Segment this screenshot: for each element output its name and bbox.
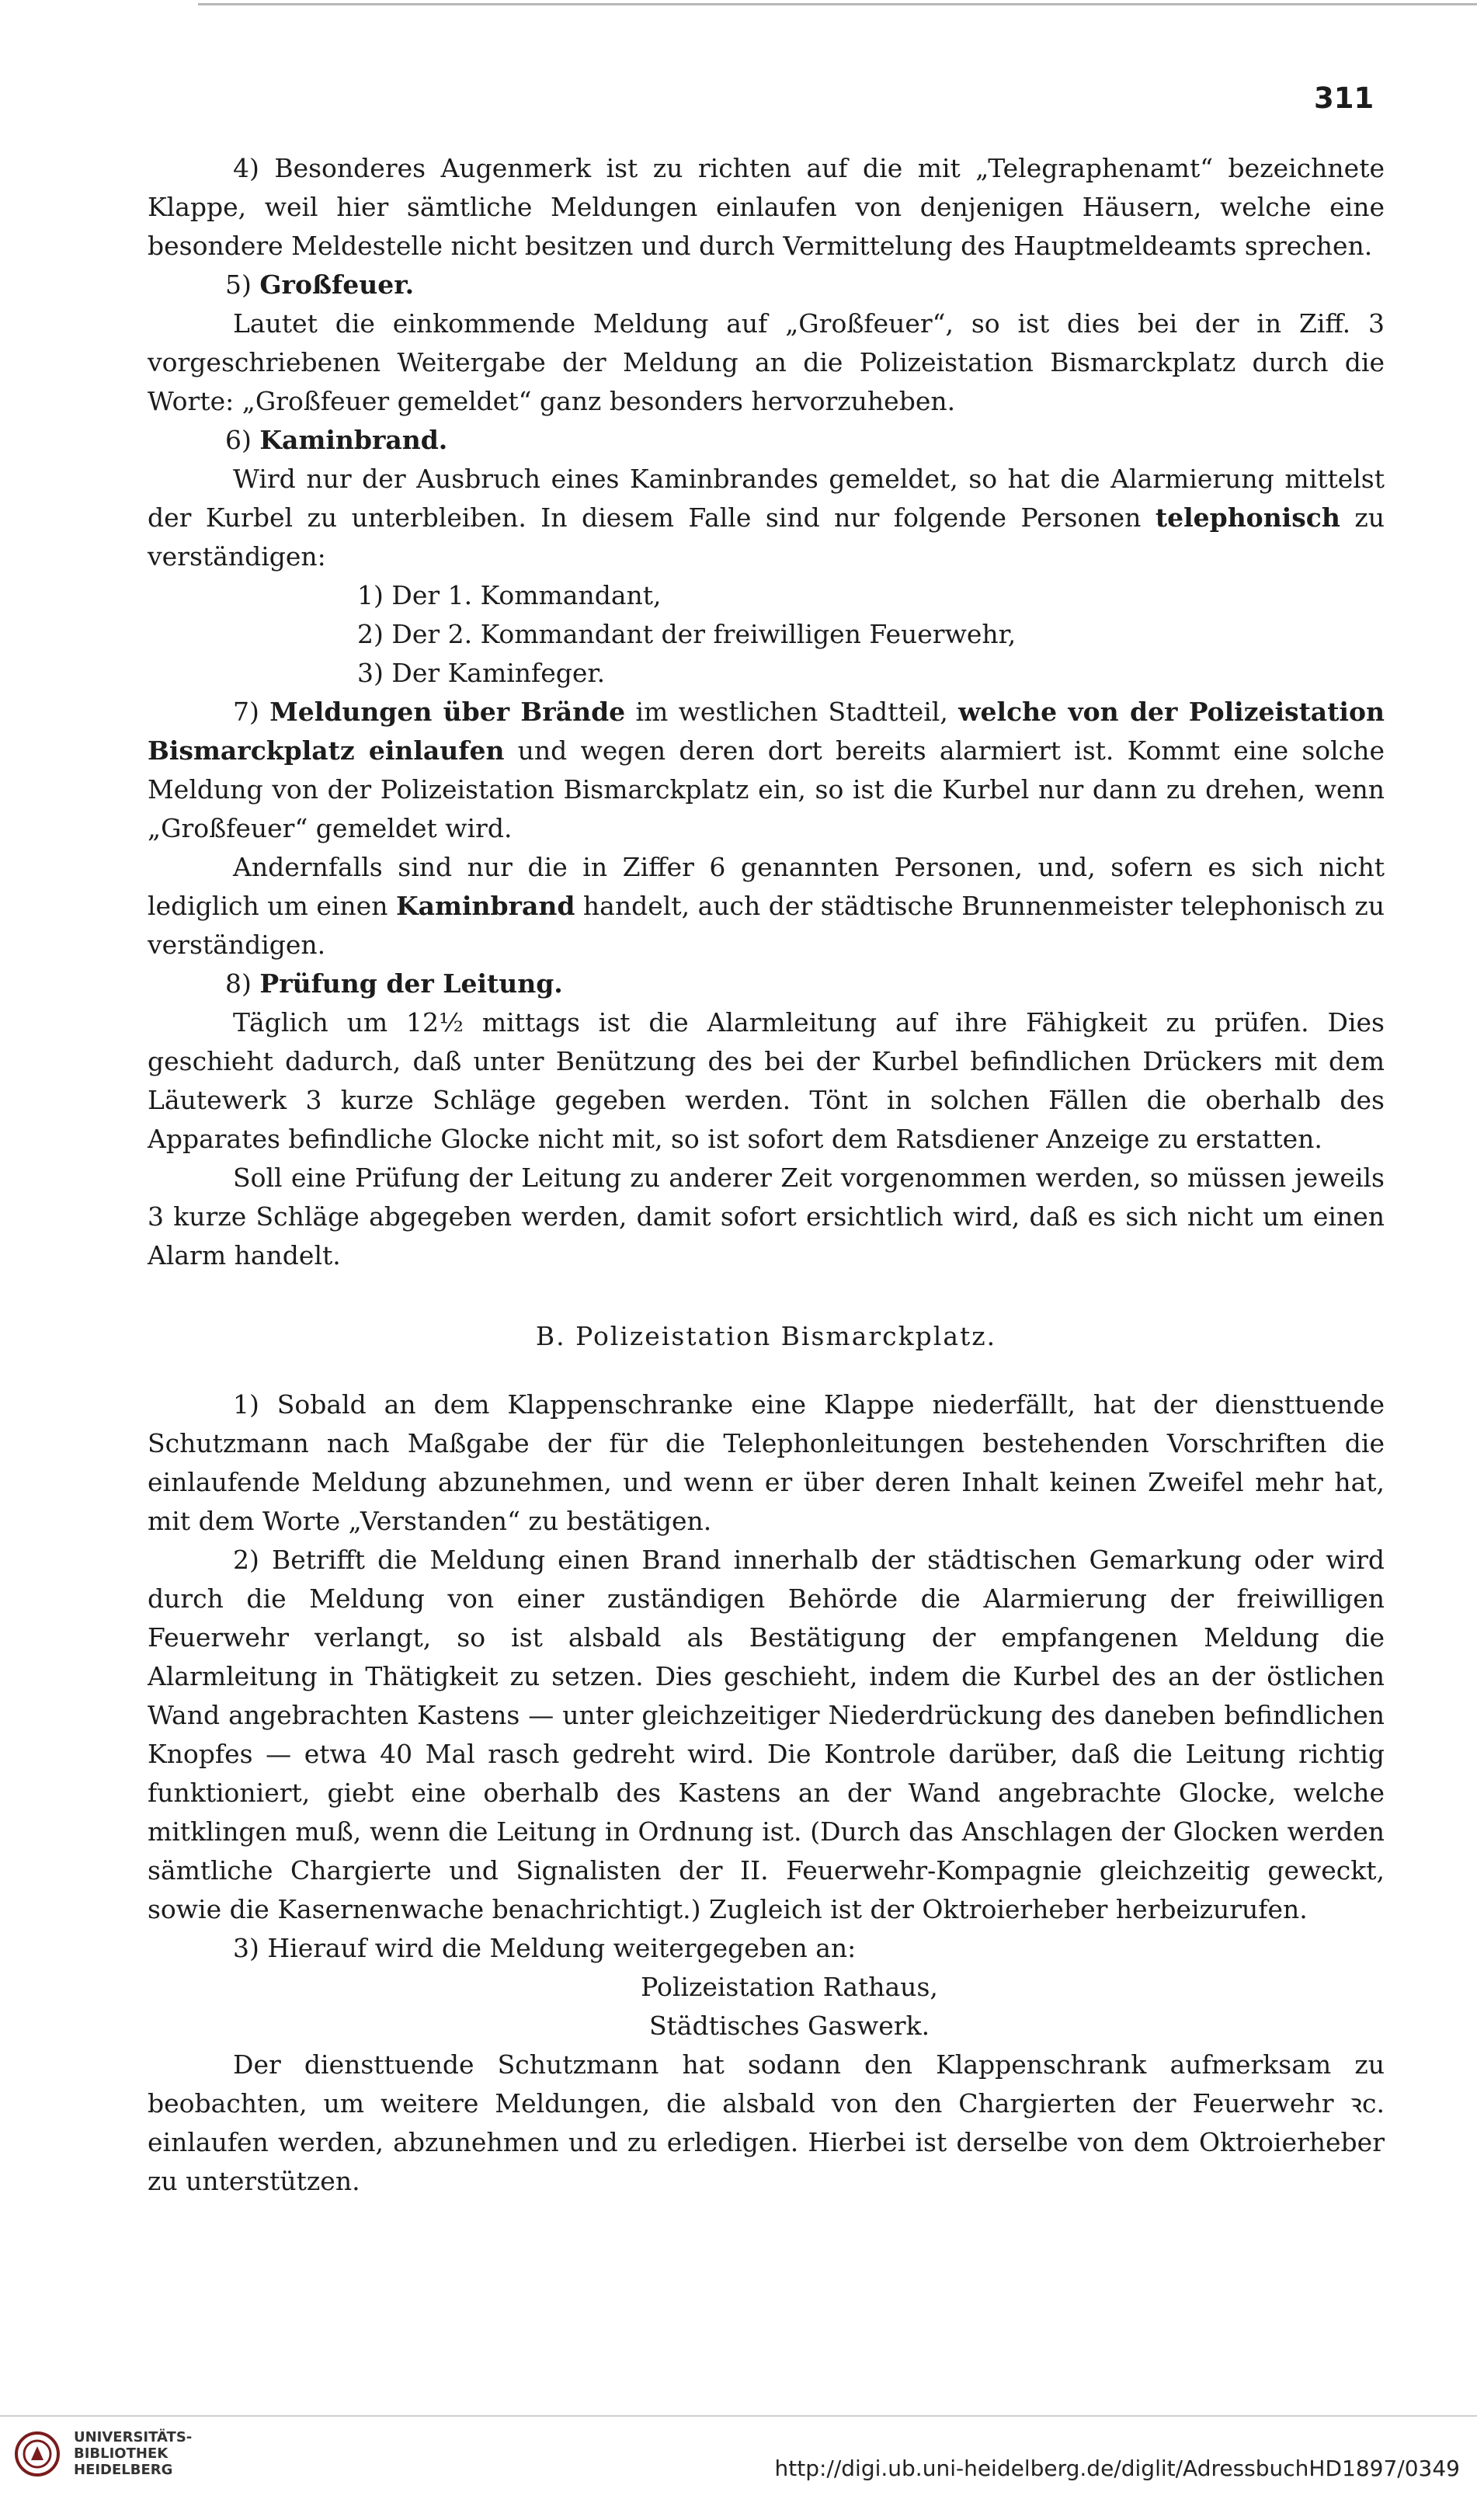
heading-5-number: 5)	[225, 269, 252, 300]
list-item: Polizeistation Rathaus,	[641, 1972, 938, 2002]
paragraph-6-bold: telephonisch	[1155, 502, 1340, 533]
list-item: 1) Der 1. Kommandant,	[357, 580, 662, 610]
university-seal-icon	[14, 2431, 61, 2477]
heading-8-title: Prüfung der Leitung.	[259, 968, 563, 999]
section-b-title: B. Polizeistation Bismarckplatz.	[535, 1321, 997, 1351]
heading-6-title: Kaminbrand.	[259, 425, 448, 455]
list-6	[148, 576, 1385, 693]
section-b-paragraph-3: 3) Hierauf wird die Meldung weitergegeben an:	[233, 1933, 857, 1963]
paragraph-7c-text-b: handelt, auch der städtische Brunnenmeister telephonisch zu verständigen.	[148, 891, 1385, 960]
document-body	[148, 149, 1385, 2201]
paragraph-8-continued: Soll eine Prüfung der Leitung zu anderer Zeit vorgenommen werden, so müssen jeweils 3 kurze Schläge abgegeben werden, damit sofort ersichtlich wird, daß es sich nicht um einen Alarm handelt.	[148, 1163, 1385, 1270]
list-item: 3) Der Kaminfeger.	[357, 658, 606, 688]
heading-8-number: 8)	[225, 968, 252, 999]
paragraph-7-number: 7)	[233, 697, 270, 727]
paragraph-7	[148, 693, 1385, 848]
heading-6	[148, 421, 1385, 460]
paragraph-5: Lautet die einkommende Meldung auf „Großfeuer“, so ist dies bei der in Ziff. 3 vorgeschriebenen Weitergabe der Meldung an die Polizeistation Bismarckplatz durch die Worte: „Großfeuer gemeldet“ ganz besonders hervorzuheben.	[148, 308, 1385, 416]
heading-5-title: Großfeuer.	[259, 269, 415, 300]
paragraph-7-text-b: und wegen deren dort bereits alarmiert ist. Kommt eine solche Meldung von der Polizeistation Bismarckplatz ein, so ist die Kurbel nur dann zu drehen, wenn „Großfeuer“ gemeldet wird.	[148, 735, 1385, 843]
paragraph-8: Täglich um 12½ mittags ist die Alarmleitung auf ihre Fähigkeit zu prüfen. Dies geschieht dadurch, daß unter Benützung des bei der Kurbel befindlichen Drückers mit dem Läutewerk 3 kurze Schläge gegeben werden. Tönt in solchen Fällen die oberhalb des Apparates befindliche Glocke nicht mit, so ist sofort dem Ratsdiener Anzeige zu erstatten.	[148, 1007, 1385, 1154]
paragraph-6-text-a: Wird nur der Ausbruch eines Kaminbrandes gemeldet, so hat die Alarmierung mittelst der Kurbel zu unterbleiben. In diesem Falle sind nur folgende Personen	[148, 464, 1385, 533]
paragraph-6-text-b: zu verständigen:	[148, 502, 1385, 572]
source-url-link[interactable]: http://digi.ub.uni-heidelberg.de/diglit/AdressbuchHD1897/0349	[774, 2456, 1460, 2481]
paragraph-6	[148, 460, 1385, 576]
list-item: Städtisches Gaswerk.	[648, 2011, 930, 2041]
library-name-line: HEIDELBERG	[74, 2462, 173, 2478]
scan-top-edge	[198, 3, 1477, 5]
section-b-paragraph-2: 2) Betrifft die Meldung einen Brand innerhalb der städtischen Gemarkung oder wird durch die Meldung von einer zuständigen Behörde die Alarmierung der freiwilligen Feuerwehr verlangt, so ist alsbald als Bestätigung der empfangenen Meldung die Alarmleitung in Thätigkeit zu setzen. Dies geschieht, indem die Kurbel des an der östlichen Wand angebrachten Kastens — unter gleichzeitiger Niederdrückung des daneben befindlichen Knopfes — etwa 40 Mal rasch gedreht wird. Die Kontrole darüber, daß die Leitung richtig funktioniert, giebt eine oberhalb des Kastens an der Wand angebrachte Glocke, welche mitklingen muß, wenn die Leitung in Ordnung ist. (Durch das Anschlagen der Glocken werden sämtliche Chargierte und Signalisten der II. Feuerwehr-Kompagnie gleichzeitig geweckt, sowie die Kasernenwache benachrichtigt.) Zugleich ist der Oktroierheber herbeizurufen.	[148, 1545, 1385, 1924]
library-name-line: BIBLIOTHEK	[74, 2445, 169, 2462]
library-name-line: UNIVERSITÄTS-	[74, 2429, 193, 2445]
paragraph-4: 4) Besonderes Augenmerk ist zu richten auf die mit „Telegraphenamt“ bezeichnete Klappe, weil hier sämtliche Meldungen einlaufen von denjenigen Häusern, welche eine besondere Meldestelle nicht besitzen und durch Vermittelung des Hauptmeldeamts sprechen.	[148, 153, 1385, 261]
heading-8	[148, 965, 1385, 1003]
page-number: 311	[1314, 82, 1374, 115]
list-item: 2) Der 2. Kommandant der freiwilligen Feuerwehr,	[357, 619, 1017, 649]
section-b-list-3	[148, 1968, 1385, 2046]
paragraph-7c-text-a: Andernfalls sind nur die in Ziffer 6 genannten Personen, und, sofern es sich nicht lediglich um einen	[148, 852, 1385, 921]
section-b-paragraph-1: 1) Sobald an dem Klappenschranke eine Klappe niederfällt, hat der diensttuende Schutzmann nach Maßgabe der für die Telephonleitungen bestehenden Vorschriften die einlaufende Meldung abzunehmen, und wenn er über deren Inhalt keinen Zweifel mehr hat, mit dem Worte „Verstanden“ zu bestätigen.	[148, 1389, 1385, 1536]
section-b-paragraph-3-continued: Der diensttuende Schutzmann hat sodann den Klappenschrank aufmerksam zu beobachten, um weitere Meldungen, die alsbald von den Chargierten der Feuerwehr ꝛc. einlaufen werden, abzunehmen und zu erledigen. Hierbei ist derselbe von dem Oktroierheber zu unterstützen.	[148, 2049, 1385, 2196]
paragraph-7c-bold: Kaminbrand	[395, 891, 575, 921]
paragraph-7-text-a: im westlichen Stadtteil,	[625, 697, 959, 727]
paragraph-7-bold-1: Meldungen über Brände	[269, 697, 626, 727]
paragraph-7-continued	[148, 848, 1385, 965]
paragraph-7-bold-2: welche von der Polizeistation Bismarckplatz einlaufen	[148, 697, 1385, 766]
heading-6-number: 6)	[225, 425, 252, 455]
heading-5	[148, 266, 1385, 304]
library-name	[74, 2429, 192, 2478]
page-footer	[0, 2415, 1477, 2520]
